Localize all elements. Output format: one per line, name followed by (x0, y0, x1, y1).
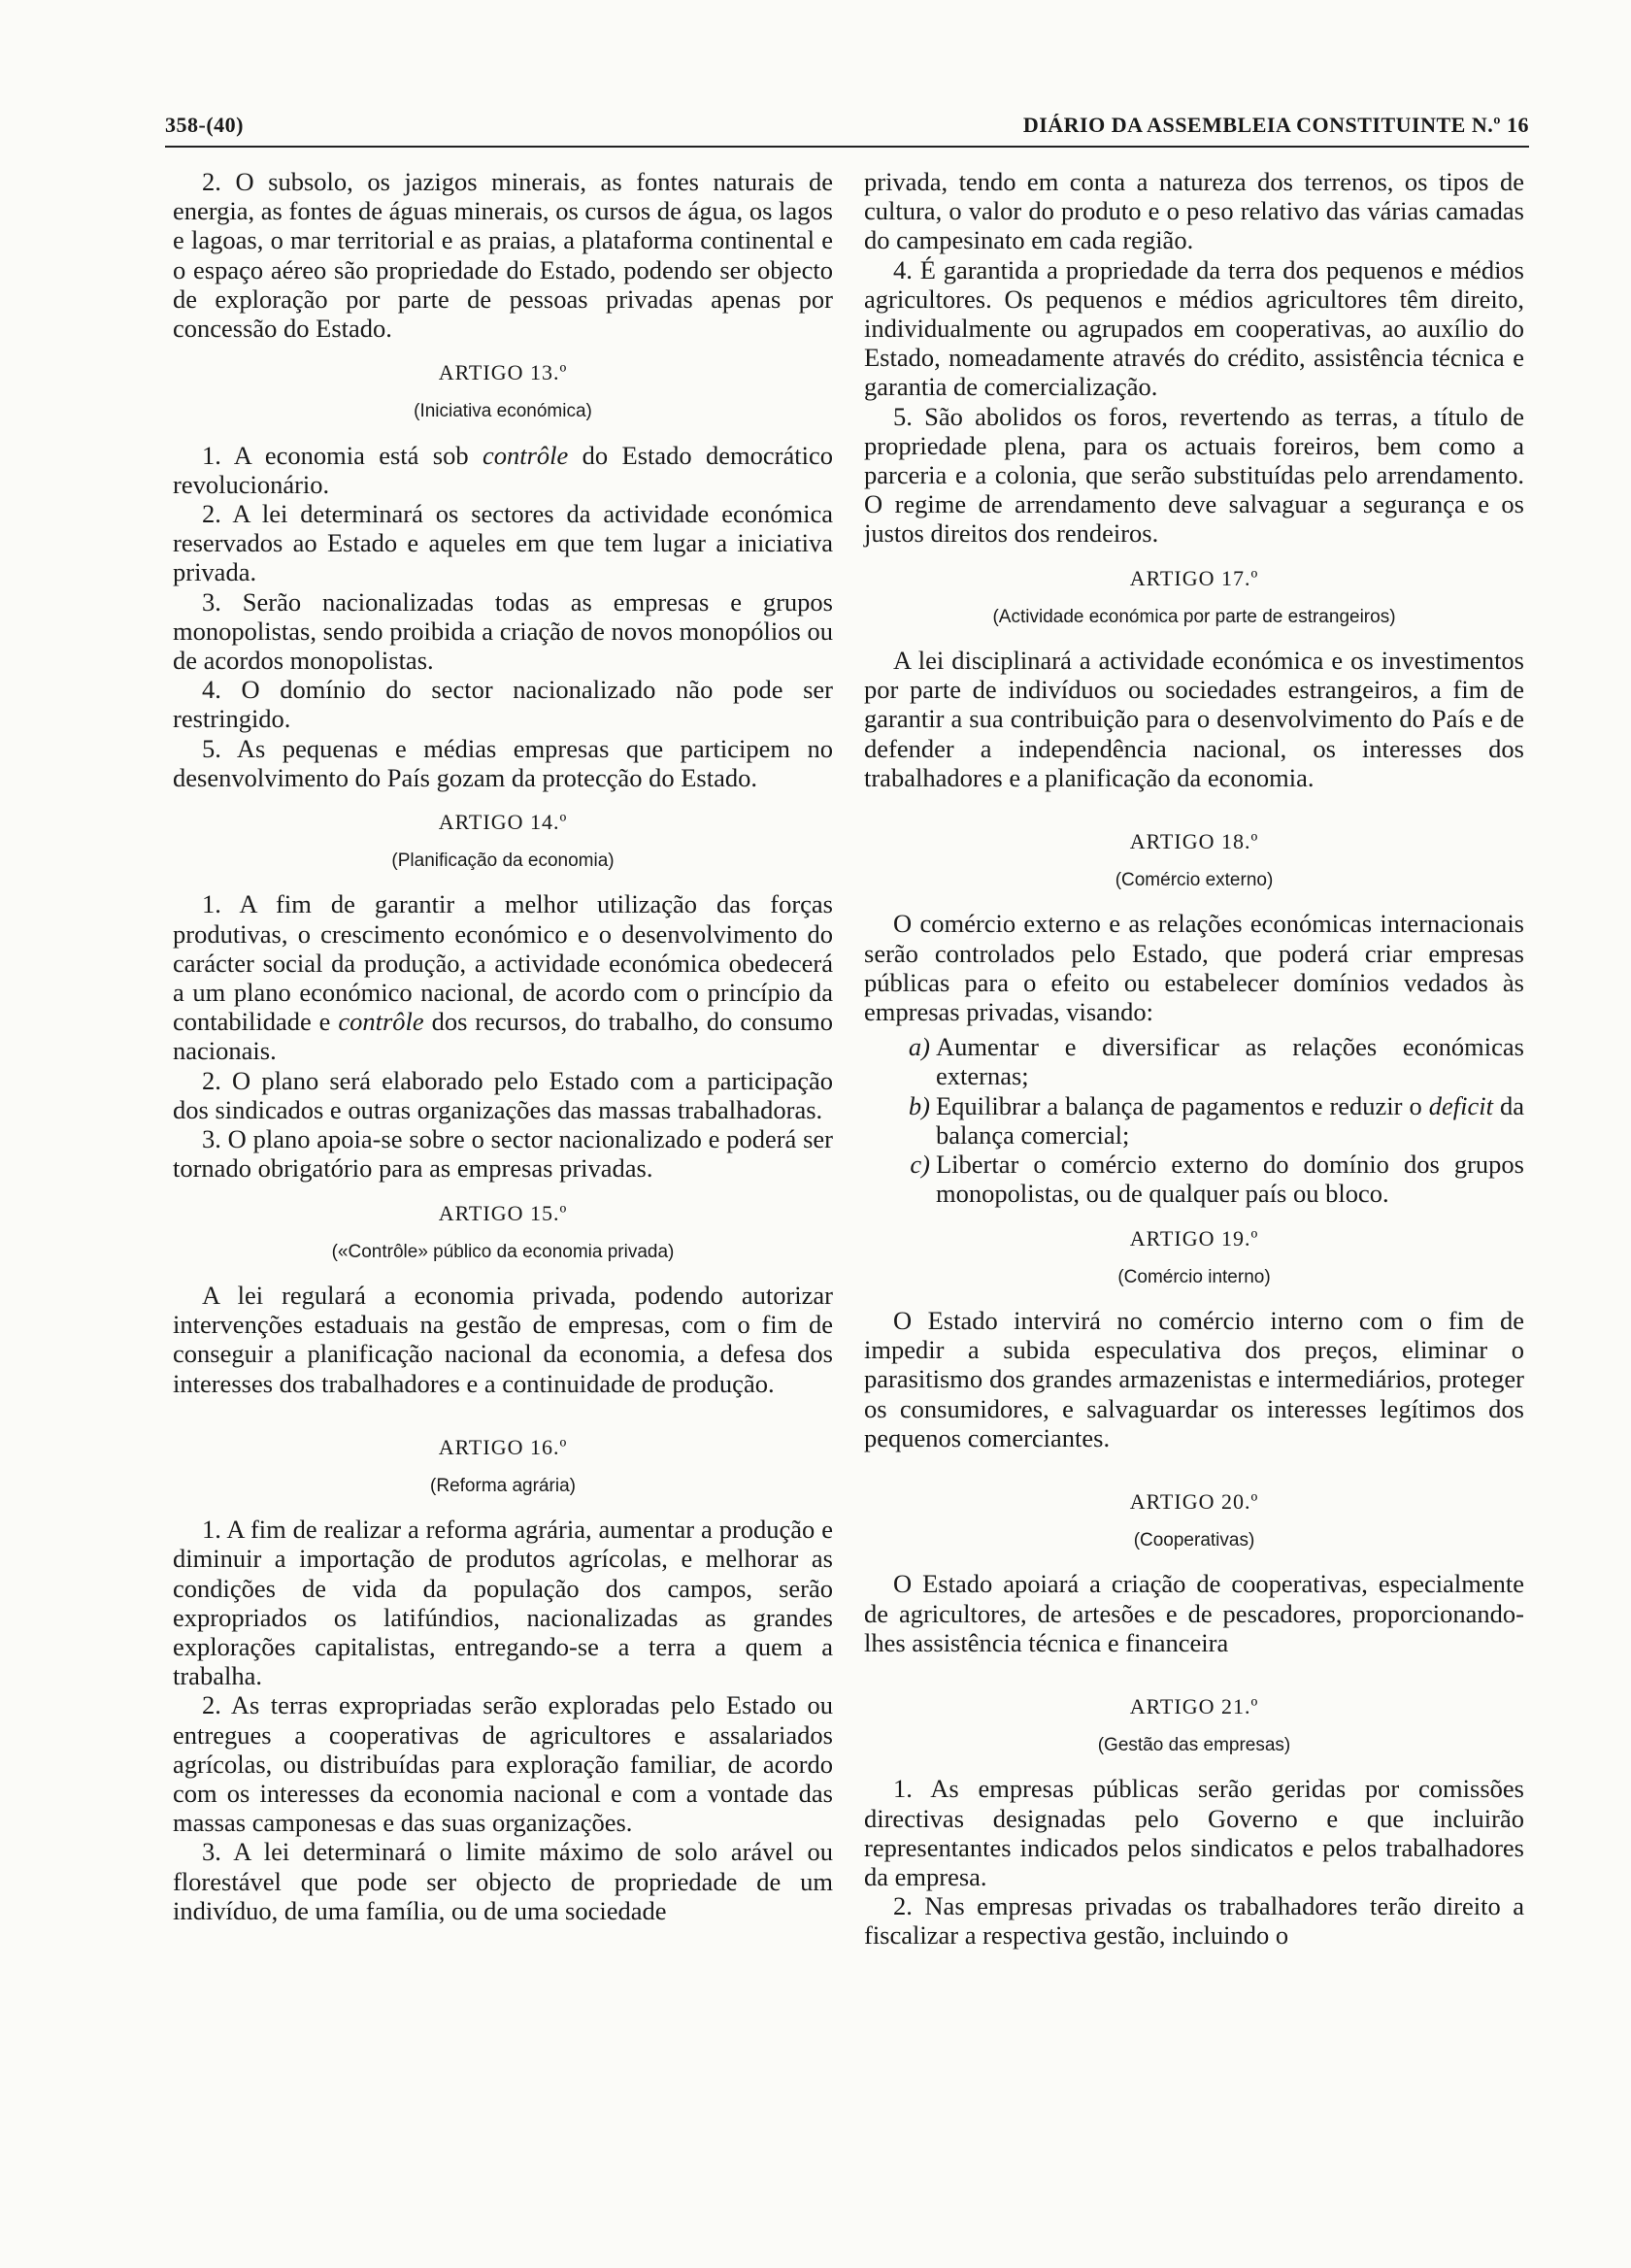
article-16-paragraph-3-continued: privada, tendo em conta a natureza dos terrenos, os tipos de cultura, o valor do produto e o peso relativo das várias camadas do campesinato em cada região. (864, 167, 1524, 255)
article-18-list (864, 1032, 1524, 1208)
article-15-subtitle: («Contrôle» público da economia privada) (331, 1241, 675, 1262)
page-header (165, 109, 1529, 148)
article-16-paragraph-3: 3. A lei determinará o limite máximo de solo arável ou florestável que pode ser objecto de propriedade de um indivíduo, de uma família, ou de uma sociedade (173, 1837, 833, 1925)
article-21-heading: ARTIGO 21.º (1129, 1693, 1259, 1718)
right-column (864, 167, 1524, 1951)
article-14-subtitle: (Planificação da economia) (391, 850, 615, 872)
article-13-paragraph-5: 5. As pequenas e médias empresas que participem no desenvolvimento do País gozam da protecção do Estado. (173, 733, 833, 792)
article-13-heading: ARTIGO 13.º (438, 360, 568, 385)
article-18-paragraph: O comércio externo e as relações económicas internacionais serão controlados pelo Estado, que poderá criar empresas públicas para o efeito ou estabelecer domínios vedados às empresas privadas, visando: (864, 909, 1524, 1027)
article-21-subtitle: (Gestão das empresas) (1097, 1735, 1291, 1756)
article-16-paragraph-5: 5. São abolidos os foros, revertendo as terras, a título de propriedade plena, para os actuais foreiros, bem como a parceria e a colonia, que serão substituídas pelo arrendamento. O regime de arrendamento deve salvaguar a segurança e os justos direitos dos rendeiros. (864, 401, 1524, 549)
article-13-paragraph-2: 2. A lei determinará os sectores da actividade económica reservados ao Estado e aqueles em que tem lugar a iniciativa privada. (173, 499, 833, 587)
article-13-paragraph-1: 1. A economia está sob contrôle do Estado democrático revolucionário. (173, 440, 833, 499)
article-17-paragraph: A lei disciplinará a actividade económica e os investimentos por parte de indivíduos ou sociedades estrangeiros, a fim de garantir a sua contribuição para o desenvolvimento do País e de defender a independência nacional, os interesses dos trabalhadores e a planificação da economia. (864, 646, 1524, 792)
article-20-subtitle: (Cooperativas) (1133, 1530, 1255, 1551)
article-16-subtitle: (Reforma agrária) (430, 1475, 576, 1496)
list-item: b) Equilibrar a balança de pagamentos e reduzir o deficit da balança comercial; (908, 1090, 1524, 1150)
article-16-paragraph-1: 1. A fim de realizar a reforma agrária, aumentar a produção e diminuir a importação de produtos agrícolas, e melhorar as condições de vida da população dos campos, serão expropriados os latifúndios, nacionalizadas as grandes explorações capitalistas, entregando-se a terra a quem a trabalha. (173, 1515, 833, 1691)
article-20-paragraph: O Estado apoiará a criação de cooperativas, especialmente de agricultores, de artesões e de pescadores, proporcionando-lhes assistência técnica e financeira (864, 1569, 1524, 1657)
article-12-paragraph-2: 2. O subsolo, os jazigos minerais, as fontes naturais de energia, as fontes de águas minerais, os cursos de água, os lagos e lagoas, o mar territorial e as praias, a plataforma continental e o espaço aéreo são propriedade do Estado, podendo ser objecto de exploração por parte de pessoas privadas apenas por concessão do Estado. (173, 167, 833, 344)
article-13-paragraph-4: 4. O domínio do sector nacionalizado não pode ser restringido. (173, 675, 833, 734)
article-19-heading: ARTIGO 19.º (1129, 1225, 1259, 1251)
article-15-paragraph: A lei regulará a economia privada, podendo autorizar intervenções estaduais na gestão de empresas, com o fim de conseguir a planificação nacional da economia, a defesa dos interesses dos trabalhadores e a continuidade de produção. (173, 1280, 833, 1398)
article-19-subtitle: (Comércio interno) (1117, 1266, 1271, 1287)
article-20-heading: ARTIGO 20.º (1129, 1488, 1259, 1514)
article-16-paragraph-2: 2. As terras expropriadas serão exploradas pelo Estado ou entregues a cooperativas de agricultores e assalariados agrícolas, ou distribuídas para exploração familiar, de acordo com os interesses da economia nacional e com a vontade das massas camponesas e das suas organizações. (173, 1690, 833, 1838)
article-14-heading: ARTIGO 14.º (438, 810, 568, 835)
left-column (173, 167, 833, 1925)
article-14-paragraph-1: 1. A fim de garantir a melhor utilização das forças produtivas, o crescimento económico e o desenvolvimento do carácter social da produção, a actividade económica obedecerá a um plano económico nacional, de acordo com o princípio da contabilidade e contrôle dos recursos, do trabalho, do consumo nacionais. (173, 889, 834, 1066)
page-number: 358-(40) (165, 113, 244, 137)
article-15-heading: ARTIGO 15.º (438, 1200, 568, 1225)
article-17-heading: ARTIGO 17.º (1129, 565, 1259, 590)
journal-title: DIÁRIO DA ASSEMBLEIA CONSTITUINTE N.º 16 (1022, 113, 1529, 137)
article-19-paragraph: O Estado intervirá no comércio interno com o fim de impedir a subida especulativa dos preços, eliminar o parasitismo dos grandes armazenistas e intermediários, proteger os consumidores, e salvaguardar os interesses legítimos dos pequenos comerciantes. (864, 1305, 1524, 1452)
article-14-paragraph-2: 2. O plano será elaborado pelo Estado com a participação dos sindicados e outras organizações das massas trabalhadoras. (173, 1065, 833, 1124)
article-16-heading: ARTIGO 16.º (438, 1434, 568, 1459)
article-14-paragraph-3: 3. O plano apoia-se sobre o sector nacionalizado e poderá ser tornado obrigatório para as empresas privadas. (173, 1124, 833, 1184)
article-18-subtitle: (Comércio externo) (1115, 870, 1274, 891)
article-21-paragraph-1: 1. As empresas públicas serão geridas por comissões directivas designadas pelo Governo e que incluirão representantes indicados pelos sindicatos e pelos trabalhadores da empresa. (864, 1774, 1524, 1891)
list-item: c) Libertar o comércio externo do domínio dos grupos monopolistas, ou de qualquer país ou bloco. (910, 1150, 1524, 1209)
article-13-paragraph-3: 3. Serão nacionalizadas todas as empresas e grupos monopolistas, sendo proibida a criação de novos monopólios ou de acordos monopolistas. (173, 586, 833, 676)
article-18-heading: ARTIGO 18.º (1129, 829, 1259, 854)
article-16-paragraph-4: 4. É garantida a propriedade da terra dos pequenos e médios agricultores. Os pequenos e médios agricultores têm direito, individualmente ou agrupados em cooperativas, ao auxílio do Estado, nomeadamente através do crédito, assistência técnica e garantia de comercialização. (864, 254, 1524, 402)
article-17-subtitle: (Actividade económica por parte de estrangeiros) (992, 606, 1396, 627)
article-21-paragraph-2: 2. Nas empresas privadas os trabalhadores terão direito a fiscalizar a respectiva gestão, incluindo o (864, 1891, 1524, 1951)
list-item: a) Aumentar e diversificar as relações económicas externas; (908, 1032, 1524, 1091)
article-13-subtitle: (Iniciativa económica) (414, 401, 592, 422)
